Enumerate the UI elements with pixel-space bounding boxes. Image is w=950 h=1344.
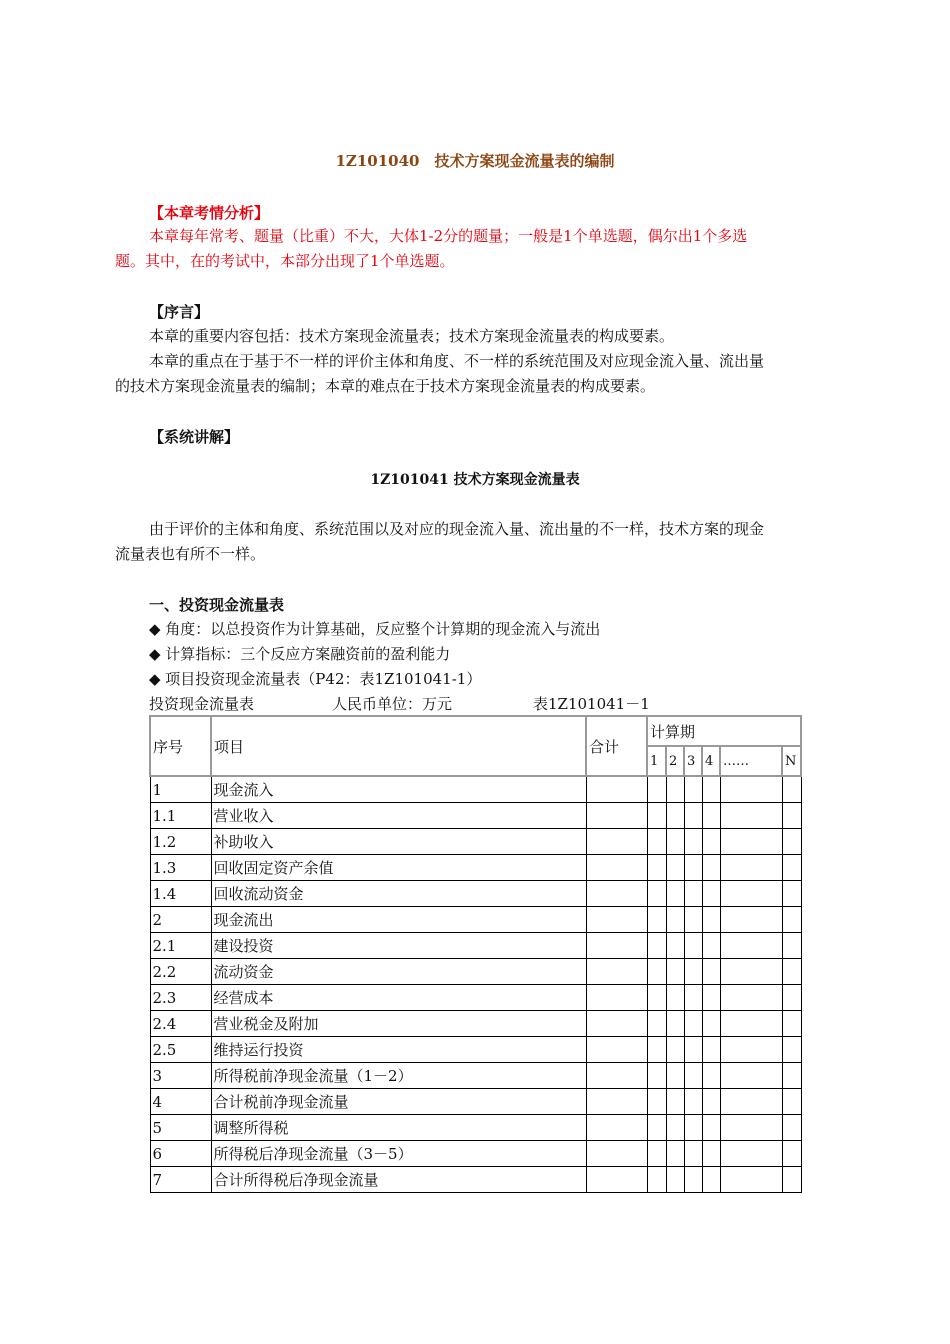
row-item: 营业收入 (211, 803, 586, 829)
row-value-cell (720, 776, 782, 803)
row-value-cell (720, 933, 782, 959)
row-value-cell (702, 1063, 720, 1089)
row-seq: 1.4 (150, 881, 211, 907)
analysis-heading: 【本章考情分析】 (149, 204, 270, 222)
system-heading: 【系统讲解】 (149, 428, 240, 446)
row-value-cell (702, 933, 720, 959)
row-value-cell (702, 855, 720, 881)
row-value-cell (647, 855, 666, 881)
row-value-cell (684, 1011, 702, 1037)
row-value-cell (647, 1141, 666, 1167)
row-value-cell (684, 829, 702, 855)
table-row (150, 855, 801, 881)
row-value-cell (586, 1063, 647, 1089)
row-value-cell (702, 1037, 720, 1063)
row-value-cell (702, 776, 720, 803)
row-value-cell (702, 959, 720, 985)
table-row (150, 1115, 801, 1141)
row-value-cell (647, 803, 666, 829)
system-line-1: 由于评价的主体和角度、系统范围以及对应的现金流入量、流出量的不一样，技术方案的现金 (149, 520, 765, 538)
row-value-cell (684, 907, 702, 933)
bullet-item: ◆ 计算指标：三个反应方案融资前的盈利能力 (149, 645, 451, 663)
row-value-cell (782, 855, 801, 881)
table-row (150, 1141, 801, 1167)
row-item: 所得税前净现金流量（1－2） (211, 1063, 586, 1089)
table-row (150, 1167, 801, 1193)
row-value-cell (586, 985, 647, 1011)
row-value-cell (702, 1167, 720, 1193)
row-value-cell (684, 1089, 702, 1115)
header-period-col: 2 (666, 746, 684, 776)
row-value-cell (647, 933, 666, 959)
row-value-cell (666, 1141, 684, 1167)
table-row (150, 1089, 801, 1115)
row-value-cell (586, 855, 647, 881)
row-value-cell (586, 1167, 647, 1193)
row-value-cell (702, 829, 720, 855)
row-value-cell (586, 803, 647, 829)
header-period-col: N (782, 746, 801, 776)
table-row (150, 829, 801, 855)
row-value-cell (586, 1089, 647, 1115)
row-value-cell (647, 1089, 666, 1115)
row-value-cell (647, 1011, 666, 1037)
row-value-cell (647, 881, 666, 907)
preface-line-1: 本章的重要内容包括：技术方案现金流量表；技术方案现金流量表的构成要素。 (149, 327, 675, 345)
row-seq: 2.2 (150, 959, 211, 985)
row-value-cell (684, 776, 702, 803)
table-caption-number: 表1Z101041－1 (533, 695, 650, 713)
row-seq: 1.3 (150, 855, 211, 881)
row-seq: 5 (150, 1115, 211, 1141)
row-value-cell (782, 1141, 801, 1167)
row-value-cell (720, 803, 782, 829)
row-value-cell (702, 881, 720, 907)
row-value-cell (684, 1115, 702, 1141)
row-value-cell (782, 959, 801, 985)
table-caption-name: 投资现金流量表 (149, 695, 255, 713)
header-item: 项目 (211, 716, 586, 776)
row-value-cell (586, 1115, 647, 1141)
row-value-cell (666, 1063, 684, 1089)
row-value-cell (782, 907, 801, 933)
header-period-col: 1 (647, 746, 666, 776)
row-value-cell (720, 907, 782, 933)
system-line-2: 流量表也有所不一样。 (115, 545, 266, 563)
row-value-cell (720, 1115, 782, 1141)
table-row (150, 881, 801, 907)
analysis-line-1: 本章每年常考、题量（比重）不大，大体1-2分的题量；一般是1个单选题，偶尔出1个多选 (149, 227, 748, 245)
preface-line-3: 的技术方案现金流量表的编制；本章的难点在于技术方案现金流量表的构成要素。 (115, 377, 656, 395)
row-value-cell (684, 881, 702, 907)
row-item: 营业税金及附加 (211, 1011, 586, 1037)
header-period-col: …… (720, 746, 782, 776)
row-value-cell (782, 1011, 801, 1037)
row-value-cell (647, 829, 666, 855)
row-value-cell (684, 959, 702, 985)
table-row (150, 1037, 801, 1063)
row-value-cell (666, 829, 684, 855)
row-value-cell (586, 776, 647, 803)
preface-line-2: 本章的重点在于基于不一样的评价主体和角度、不一样的系统范围及对应现金流入量、流出量 (149, 352, 765, 370)
row-value-cell (720, 1167, 782, 1193)
row-value-cell (720, 1011, 782, 1037)
preface-heading: 【序言】 (149, 303, 210, 321)
row-value-cell (666, 1167, 684, 1193)
row-value-cell (782, 829, 801, 855)
header-seq: 序号 (150, 716, 211, 776)
row-value-cell (647, 985, 666, 1011)
row-value-cell (647, 907, 666, 933)
row-value-cell (586, 829, 647, 855)
row-value-cell (702, 1089, 720, 1115)
table-row (150, 907, 801, 933)
header-period-col: 4 (702, 746, 720, 776)
row-value-cell (666, 1011, 684, 1037)
row-item: 现金流入 (211, 776, 586, 803)
row-value-cell (720, 985, 782, 1011)
row-value-cell (647, 959, 666, 985)
row-value-cell (666, 1115, 684, 1141)
bullet-item: ◆ 角度：以总投资作为计算基础，反应整个计算期的现金流入与流出 (149, 620, 601, 638)
row-value-cell (586, 933, 647, 959)
row-value-cell (702, 985, 720, 1011)
row-seq: 1 (150, 776, 211, 803)
row-value-cell (702, 803, 720, 829)
table-caption-unit: 人民币单位：万元 (332, 695, 453, 713)
row-value-cell (684, 1063, 702, 1089)
row-value-cell (720, 1141, 782, 1167)
row-value-cell (684, 1141, 702, 1167)
row-value-cell (684, 1167, 702, 1193)
row-value-cell (782, 1063, 801, 1089)
row-value-cell (586, 959, 647, 985)
row-value-cell (782, 1089, 801, 1115)
row-value-cell (666, 907, 684, 933)
row-value-cell (720, 881, 782, 907)
header-period: 计算期 (647, 716, 801, 746)
row-value-cell (782, 985, 801, 1011)
table-row (150, 1011, 801, 1037)
row-value-cell (782, 1037, 801, 1063)
section1-heading: 一、投资现金流量表 (149, 596, 285, 614)
row-value-cell (720, 959, 782, 985)
row-item: 回收固定资产余值 (211, 855, 586, 881)
analysis-line-2: 题。其中，在的考试中，本部分出现了1个单选题。 (115, 252, 455, 270)
row-item: 合计所得税后净现金流量 (211, 1167, 586, 1193)
row-value-cell (647, 1115, 666, 1141)
row-seq: 4 (150, 1089, 211, 1115)
cash-flow-table (149, 715, 802, 1193)
row-value-cell (684, 855, 702, 881)
row-item: 现金流出 (211, 907, 586, 933)
row-value-cell (666, 803, 684, 829)
row-seq: 7 (150, 1167, 211, 1193)
row-value-cell (647, 776, 666, 803)
row-value-cell (666, 776, 684, 803)
row-value-cell (666, 933, 684, 959)
row-seq: 1.1 (150, 803, 211, 829)
document-title: 1Z101040 技术方案现金流量表的编制 (335, 152, 615, 170)
row-item: 建设投资 (211, 933, 586, 959)
row-value-cell (720, 855, 782, 881)
row-value-cell (666, 855, 684, 881)
row-value-cell (684, 1037, 702, 1063)
row-item: 经营成本 (211, 985, 586, 1011)
row-value-cell (647, 1063, 666, 1089)
row-value-cell (720, 1037, 782, 1063)
row-value-cell (782, 933, 801, 959)
row-value-cell (647, 1167, 666, 1193)
row-value-cell (586, 881, 647, 907)
row-value-cell (720, 829, 782, 855)
row-value-cell (782, 803, 801, 829)
row-value-cell (782, 881, 801, 907)
row-value-cell (647, 1037, 666, 1063)
row-item: 维持运行投资 (211, 1037, 586, 1063)
row-seq: 2 (150, 907, 211, 933)
row-value-cell (684, 803, 702, 829)
row-value-cell (702, 907, 720, 933)
table-row (150, 1063, 801, 1089)
row-value-cell (684, 933, 702, 959)
row-item: 调整所得税 (211, 1115, 586, 1141)
table-row (150, 933, 801, 959)
row-item: 补助收入 (211, 829, 586, 855)
row-value-cell (684, 985, 702, 1011)
row-value-cell (666, 985, 684, 1011)
row-value-cell (586, 907, 647, 933)
row-value-cell (586, 1037, 647, 1063)
row-seq: 2.3 (150, 985, 211, 1011)
row-seq: 2.5 (150, 1037, 211, 1063)
section-subtitle: 1Z101041 技术方案现金流量表 (370, 472, 580, 488)
row-item: 回收流动资金 (211, 881, 586, 907)
row-value-cell (782, 1167, 801, 1193)
row-seq: 2.1 (150, 933, 211, 959)
row-value-cell (586, 1141, 647, 1167)
header-total: 合计 (586, 716, 647, 776)
row-seq: 2.4 (150, 1011, 211, 1037)
row-value-cell (702, 1141, 720, 1167)
row-seq: 1.2 (150, 829, 211, 855)
row-item: 所得税后净现金流量（3－5） (211, 1141, 586, 1167)
header-period-col: 3 (684, 746, 702, 776)
table-row (150, 985, 801, 1011)
row-value-cell (586, 1011, 647, 1037)
row-value-cell (720, 1089, 782, 1115)
row-item: 流动资金 (211, 959, 586, 985)
row-value-cell (666, 881, 684, 907)
row-seq: 6 (150, 1141, 211, 1167)
row-value-cell (702, 1011, 720, 1037)
table-row (150, 959, 801, 985)
row-value-cell (782, 1115, 801, 1141)
table-row (150, 776, 801, 803)
row-value-cell (720, 1063, 782, 1089)
row-value-cell (666, 959, 684, 985)
row-value-cell (702, 1115, 720, 1141)
row-item: 合计税前净现金流量 (211, 1089, 586, 1115)
row-seq: 3 (150, 1063, 211, 1089)
row-value-cell (782, 776, 801, 803)
row-value-cell (666, 1089, 684, 1115)
table-row (150, 803, 801, 829)
row-value-cell (666, 1037, 684, 1063)
bullet-item: ◆ 项目投资现金流量表（P42：表1Z101041-1） (149, 670, 482, 688)
